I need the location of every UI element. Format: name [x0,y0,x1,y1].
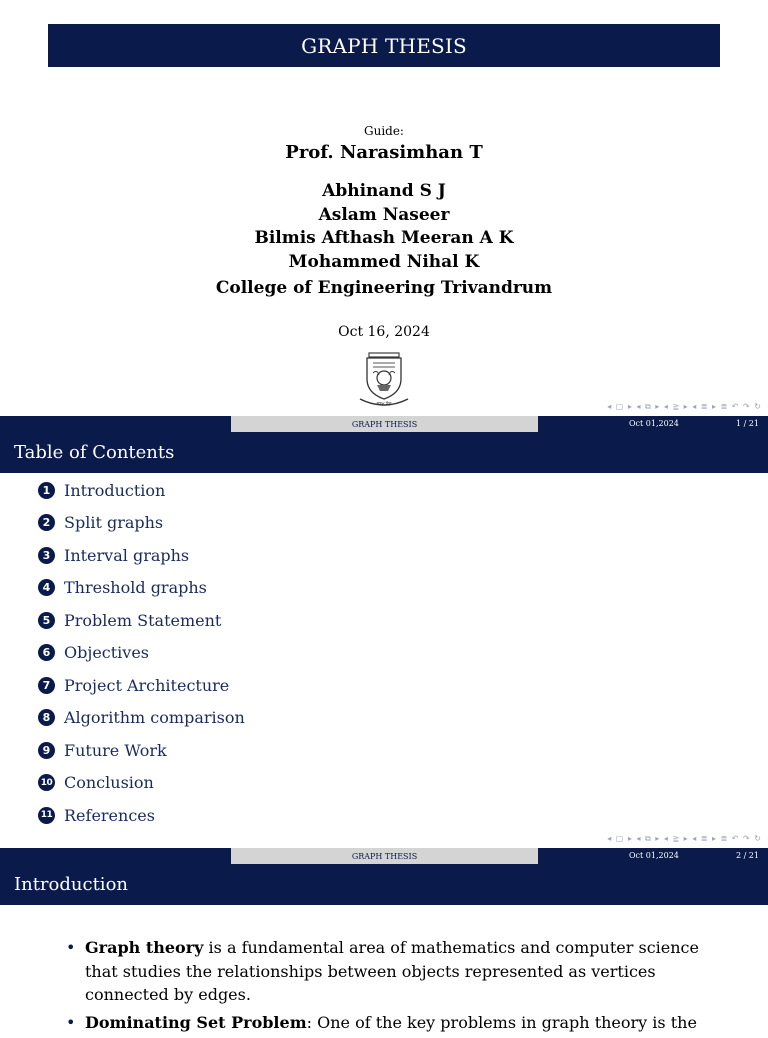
toc-label: Algorithm comparison [64,708,245,728]
guide-label: Guide: [364,124,404,138]
toc-label: Project Architecture [64,675,230,695]
toc-label: Conclusion [64,773,154,793]
toc-label: Problem Statement [64,610,222,630]
toc-label: Threshold graphs [64,578,207,598]
toc-item[interactable] [38,767,245,800]
frame-title [0,864,768,905]
toc-item[interactable] [38,572,245,605]
presentation-title: GRAPH THESIS [301,33,467,58]
toc-label: Split graphs [64,513,164,533]
bullet-list [66,936,706,1038]
toc-number-badge: 6 [38,644,55,661]
beamer-navigation[interactable]: ◂ ▢ ▸ ◂ ⧉ ▸ ◂ ≧ ▸ ◂ ≣ ▸ ≣ ↶ ↷ ↻ [607,834,762,843]
footline [0,416,768,432]
bullet-item [66,936,706,1007]
toc-item[interactable] [38,539,245,572]
toc-label: References [64,805,155,825]
college-logo-icon [355,349,413,409]
toc-label: Future Work [64,740,167,760]
toc-number-badge: 10 [38,774,55,791]
logo-motto: ਕਰਮ ਯੋਗ [376,401,392,406]
toc-number-badge: 11 [38,807,55,824]
toc-number-badge: 8 [38,709,55,726]
toc-item[interactable] [38,702,245,735]
bullet-term: Graph theory [85,938,204,957]
toc-number-badge: 9 [38,742,55,759]
toc-item[interactable] [38,637,245,670]
toc-number-badge: 1 [38,482,55,499]
frame-title-text: Introduction [14,874,128,895]
footer-page-number: 1 / 21 [735,419,759,428]
footer-page-number: 2 / 21 [735,851,759,860]
presentation-date: Oct 16, 2024 [338,324,430,340]
toc-item[interactable] [38,669,245,702]
toc-number-badge: 3 [38,547,55,564]
footer-date: Oct 01,2024 [629,419,679,428]
toc-label: Objectives [64,643,150,663]
beamer-navigation[interactable]: ◂ ▢ ▸ ◂ ⧉ ▸ ◂ ≧ ▸ ◂ ≣ ▸ ≣ ↶ ↷ ↻ [607,402,762,411]
toc-item[interactable] [38,507,245,540]
bullet-text: is a fundamental area of mathematics and computer science that studies the relationships between objects represented as vertices connected by edges. [85,938,699,1004]
author-name: Abhinand S J [322,181,446,201]
bullet-item [66,1011,706,1035]
toc-item[interactable] [38,474,245,507]
toc-item[interactable] [38,734,245,767]
toc-number-badge: 7 [38,677,55,694]
title-slide [0,0,768,432]
guide-name: Prof. Narasimhan T [285,142,483,163]
author-name: Bilmis Afthash Meeran A K [254,228,514,249]
toc-number-badge: 5 [38,612,55,629]
footer-title: GRAPH THESIS [231,416,538,432]
author-name: Aslam Naseer [318,204,450,225]
toc-item[interactable] [38,604,245,637]
footline [0,848,768,864]
footer-title: GRAPH THESIS [231,848,538,864]
toc-item[interactable] [38,799,245,832]
toc-label: Interval graphs [64,545,190,565]
title-bar [48,24,720,67]
footer-date: Oct 01,2024 [629,851,679,860]
toc-number-badge: 4 [38,579,55,596]
table-of-contents [38,474,245,832]
bullet-text: : One of the key problems in graph theory is the [306,1012,697,1032]
toc-label: Introduction [64,480,166,500]
college-name: College of Engineering Trivandrum [215,278,553,298]
frame-title [0,432,768,473]
bullet-term: Dominating Set Problem [85,1012,307,1032]
author-list [0,180,768,274]
frame-title-text: Table of Contents [14,442,175,463]
toc-number-badge: 2 [38,514,55,531]
author-name: Mohammed Nihal K [288,251,480,272]
